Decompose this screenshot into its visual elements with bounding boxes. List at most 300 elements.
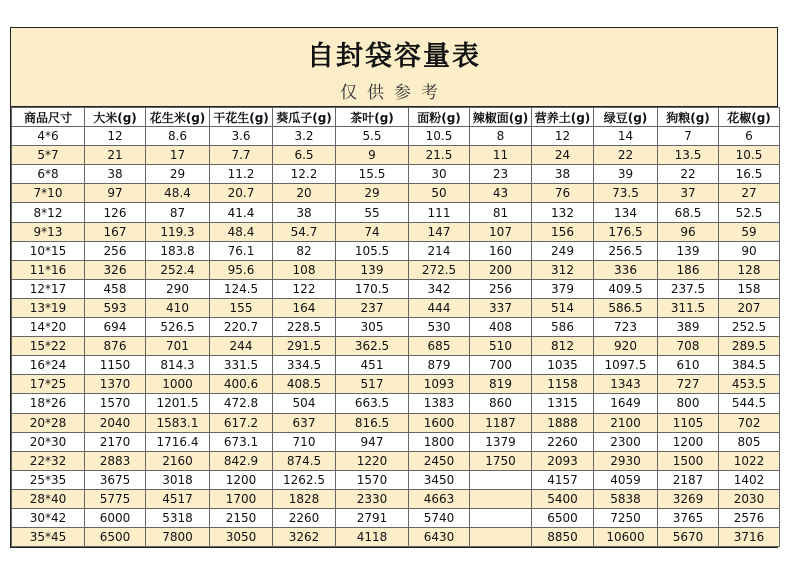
capacity-cell: 400.6 <box>210 375 273 394</box>
capacity-cell: 183.8 <box>146 241 210 260</box>
capacity-cell: 379 <box>532 279 594 298</box>
capacity-cell: 1200 <box>210 470 273 489</box>
capacity-cell: 305 <box>336 318 409 337</box>
size-cell: 22*32 <box>12 451 85 470</box>
capacity-cell: 2450 <box>409 451 470 470</box>
capacity-cell: 48.4 <box>146 184 210 203</box>
capacity-cell: 6000 <box>85 508 146 527</box>
table-row <box>12 356 780 375</box>
capacity-cell: 504 <box>273 394 336 413</box>
capacity-cell: 119.3 <box>146 222 210 241</box>
size-cell: 16*24 <box>12 356 85 375</box>
capacity-cell: 10.5 <box>409 127 470 146</box>
capacity-cell: 128 <box>719 260 780 279</box>
capacity-cell: 708 <box>658 337 719 356</box>
capacity-cell: 29 <box>146 165 210 184</box>
capacity-cell: 5740 <box>409 508 470 527</box>
capacity-cell: 1097.5 <box>594 356 658 375</box>
capacity-cell: 16.5 <box>719 165 780 184</box>
capacity-cell: 87 <box>146 203 210 222</box>
capacity-cell: 1800 <box>409 432 470 451</box>
size-cell: 8*12 <box>12 203 85 222</box>
capacity-cell: 156 <box>532 222 594 241</box>
capacity-cell: 291.5 <box>273 337 336 356</box>
capacity-cell: 12 <box>532 127 594 146</box>
capacity-cell: 530 <box>409 318 470 337</box>
capacity-cell: 593 <box>85 298 146 317</box>
capacity-cell: 685 <box>409 337 470 356</box>
capacity-cell: 2791 <box>336 508 409 527</box>
capacity-cell: 68.5 <box>658 203 719 222</box>
capacity-cell: 5838 <box>594 489 658 508</box>
capacity-cell: 1583.1 <box>146 413 210 432</box>
capacity-cell: 331.5 <box>210 356 273 375</box>
column-header: 辣椒面(g) <box>470 108 532 127</box>
capacity-cell: 29 <box>336 184 409 203</box>
capacity-cell: 879 <box>409 356 470 375</box>
capacity-cell: 11 <box>470 146 532 165</box>
capacity-cell: 6430 <box>409 528 470 547</box>
capacity-cell: 15.5 <box>336 165 409 184</box>
capacity-cell: 5318 <box>146 508 210 527</box>
table-row <box>12 470 780 489</box>
capacity-cell: 326 <box>85 260 146 279</box>
capacity-cell: 1093 <box>409 375 470 394</box>
capacity-cell: 586.5 <box>594 298 658 317</box>
capacity-cell: 526.5 <box>146 318 210 337</box>
capacity-cell: 10600 <box>594 528 658 547</box>
table-body <box>12 127 780 547</box>
capacity-cell: 816.5 <box>336 413 409 432</box>
capacity-table <box>11 107 780 547</box>
capacity-cell: 50 <box>409 184 470 203</box>
capacity-cell: 6.5 <box>273 146 336 165</box>
capacity-cell <box>470 528 532 547</box>
capacity-cell: 1570 <box>336 470 409 489</box>
capacity-cell: 272.5 <box>409 260 470 279</box>
capacity-cell: 2300 <box>594 432 658 451</box>
capacity-cell: 1500 <box>658 451 719 470</box>
sheet-header <box>11 28 777 107</box>
table-row <box>12 508 780 527</box>
size-cell: 11*16 <box>12 260 85 279</box>
capacity-cell: 2100 <box>594 413 658 432</box>
capacity-cell: 27 <box>719 184 780 203</box>
capacity-cell: 43 <box>470 184 532 203</box>
size-cell: 30*42 <box>12 508 85 527</box>
capacity-cell: 105.5 <box>336 241 409 260</box>
capacity-cell: 74 <box>336 222 409 241</box>
capacity-cell: 410 <box>146 298 210 317</box>
capacity-cell: 48.4 <box>210 222 273 241</box>
capacity-cell: 21 <box>85 146 146 165</box>
capacity-cell: 1200 <box>658 432 719 451</box>
capacity-cell: 1750 <box>470 451 532 470</box>
table-row <box>12 203 780 222</box>
capacity-cell: 1570 <box>85 394 146 413</box>
table-row <box>12 165 780 184</box>
capacity-cell: 1383 <box>409 394 470 413</box>
capacity-cell: 3262 <box>273 528 336 547</box>
capacity-cell: 2093 <box>532 451 594 470</box>
capacity-cell: 1150 <box>85 356 146 375</box>
capacity-cell: 256 <box>470 279 532 298</box>
size-cell: 4*6 <box>12 127 85 146</box>
size-cell: 5*7 <box>12 146 85 165</box>
capacity-cell: 170.5 <box>336 279 409 298</box>
capacity-cell: 12.2 <box>273 165 336 184</box>
capacity-cell: 7 <box>658 127 719 146</box>
capacity-cell: 3716 <box>719 528 780 547</box>
size-cell: 17*25 <box>12 375 85 394</box>
capacity-cell: 384.5 <box>719 356 780 375</box>
capacity-cell: 1700 <box>210 489 273 508</box>
capacity-cell: 17 <box>146 146 210 165</box>
capacity-cell: 544.5 <box>719 394 780 413</box>
capacity-cell: 1315 <box>532 394 594 413</box>
size-cell: 12*17 <box>12 279 85 298</box>
column-header: 茶叶(g) <box>336 108 409 127</box>
table-row <box>12 337 780 356</box>
capacity-cell: 2030 <box>719 489 780 508</box>
capacity-cell: 3765 <box>658 508 719 527</box>
capacity-cell: 220.7 <box>210 318 273 337</box>
capacity-cell: 122 <box>273 279 336 298</box>
capacity-cell: 134 <box>594 203 658 222</box>
capacity-cell: 7250 <box>594 508 658 527</box>
table-row <box>12 298 780 317</box>
table-row <box>12 260 780 279</box>
size-cell: 35*45 <box>12 528 85 547</box>
capacity-cell: 1262.5 <box>273 470 336 489</box>
capacity-cell: 673.1 <box>210 432 273 451</box>
capacity-cell: 23 <box>470 165 532 184</box>
capacity-cell: 256 <box>85 241 146 260</box>
capacity-cell: 814.3 <box>146 356 210 375</box>
column-header: 狗粮(g) <box>658 108 719 127</box>
capacity-sheet <box>10 27 778 548</box>
capacity-cell: 11.2 <box>210 165 273 184</box>
capacity-cell: 73.5 <box>594 184 658 203</box>
capacity-cell: 147 <box>409 222 470 241</box>
capacity-cell: 7.7 <box>210 146 273 165</box>
table-row <box>12 375 780 394</box>
capacity-cell: 2040 <box>85 413 146 432</box>
capacity-cell: 20 <box>273 184 336 203</box>
capacity-cell: 8.6 <box>146 127 210 146</box>
capacity-cell: 126 <box>85 203 146 222</box>
capacity-cell <box>470 508 532 527</box>
capacity-cell: 6500 <box>85 528 146 547</box>
capacity-cell: 3018 <box>146 470 210 489</box>
size-cell: 25*35 <box>12 470 85 489</box>
size-cell: 7*10 <box>12 184 85 203</box>
capacity-cell: 610 <box>658 356 719 375</box>
capacity-cell: 1716.4 <box>146 432 210 451</box>
capacity-cell: 4118 <box>336 528 409 547</box>
capacity-cell: 663.5 <box>336 394 409 413</box>
table-row <box>12 279 780 298</box>
capacity-cell: 2576 <box>719 508 780 527</box>
capacity-cell: 819 <box>470 375 532 394</box>
capacity-cell: 132 <box>532 203 594 222</box>
capacity-cell: 4157 <box>532 470 594 489</box>
capacity-cell: 2260 <box>273 508 336 527</box>
capacity-cell: 458 <box>85 279 146 298</box>
capacity-cell: 30 <box>409 165 470 184</box>
capacity-cell: 805 <box>719 432 780 451</box>
table-row <box>12 184 780 203</box>
capacity-cell: 95.6 <box>210 260 273 279</box>
capacity-cell: 107 <box>470 222 532 241</box>
table-row <box>12 222 780 241</box>
capacity-cell: 1105 <box>658 413 719 432</box>
capacity-cell: 3.6 <box>210 127 273 146</box>
column-header: 绿豆(g) <box>594 108 658 127</box>
capacity-cell: 617.2 <box>210 413 273 432</box>
size-cell: 20*28 <box>12 413 85 432</box>
capacity-cell: 13.5 <box>658 146 719 165</box>
page-title: 自封袋容量表 <box>307 41 481 72</box>
capacity-cell: 514 <box>532 298 594 317</box>
capacity-cell: 408.5 <box>273 375 336 394</box>
capacity-cell: 124.5 <box>210 279 273 298</box>
capacity-cell: 702 <box>719 413 780 432</box>
capacity-cell: 311.5 <box>658 298 719 317</box>
capacity-cell: 76.1 <box>210 241 273 260</box>
table-row <box>12 528 780 547</box>
capacity-cell: 8850 <box>532 528 594 547</box>
capacity-cell: 1187 <box>470 413 532 432</box>
table-row <box>12 394 780 413</box>
capacity-cell: 5.5 <box>336 127 409 146</box>
capacity-cell: 24 <box>532 146 594 165</box>
capacity-cell: 6 <box>719 127 780 146</box>
capacity-cell: 22 <box>658 165 719 184</box>
capacity-cell: 289.5 <box>719 337 780 356</box>
capacity-cell: 2160 <box>146 451 210 470</box>
capacity-cell: 38 <box>273 203 336 222</box>
capacity-cell: 1370 <box>85 375 146 394</box>
capacity-cell: 96 <box>658 222 719 241</box>
capacity-cell: 5400 <box>532 489 594 508</box>
capacity-cell: 155 <box>210 298 273 317</box>
column-header: 花生米(g) <box>146 108 210 127</box>
size-cell: 6*8 <box>12 165 85 184</box>
capacity-cell: 453.5 <box>719 375 780 394</box>
capacity-cell: 82 <box>273 241 336 260</box>
capacity-cell: 200 <box>470 260 532 279</box>
capacity-cell: 214 <box>409 241 470 260</box>
capacity-cell: 41.4 <box>210 203 273 222</box>
capacity-cell: 249 <box>532 241 594 260</box>
column-header: 大米(g) <box>85 108 146 127</box>
capacity-cell: 81 <box>470 203 532 222</box>
capacity-cell: 76 <box>532 184 594 203</box>
capacity-cell: 7800 <box>146 528 210 547</box>
capacity-cell: 1828 <box>273 489 336 508</box>
capacity-cell: 244 <box>210 337 273 356</box>
capacity-cell: 22 <box>594 146 658 165</box>
capacity-cell: 3450 <box>409 470 470 489</box>
capacity-cell: 336 <box>594 260 658 279</box>
size-cell: 15*22 <box>12 337 85 356</box>
capacity-cell: 237.5 <box>658 279 719 298</box>
capacity-cell: 59 <box>719 222 780 241</box>
capacity-cell: 2883 <box>85 451 146 470</box>
column-header: 营养土(g) <box>532 108 594 127</box>
table-row <box>12 413 780 432</box>
table-header-row <box>12 108 780 127</box>
table-row <box>12 318 780 337</box>
capacity-cell: 800 <box>658 394 719 413</box>
capacity-cell: 2260 <box>532 432 594 451</box>
capacity-cell: 207 <box>719 298 780 317</box>
size-cell: 10*15 <box>12 241 85 260</box>
capacity-cell: 37 <box>658 184 719 203</box>
capacity-cell: 108 <box>273 260 336 279</box>
capacity-cell: 408 <box>470 318 532 337</box>
table-row <box>12 127 780 146</box>
capacity-cell: 252.4 <box>146 260 210 279</box>
table-row <box>12 146 780 165</box>
capacity-cell: 21.5 <box>409 146 470 165</box>
capacity-cell: 5670 <box>658 528 719 547</box>
capacity-cell: 700 <box>470 356 532 375</box>
capacity-cell: 860 <box>470 394 532 413</box>
capacity-cell: 8 <box>470 127 532 146</box>
capacity-cell: 90 <box>719 241 780 260</box>
capacity-cell: 9 <box>336 146 409 165</box>
capacity-cell: 252.5 <box>719 318 780 337</box>
page-subtitle: 仅供参考 <box>340 83 448 103</box>
capacity-cell: 586 <box>532 318 594 337</box>
capacity-cell: 1600 <box>409 413 470 432</box>
capacity-cell: 167 <box>85 222 146 241</box>
capacity-cell: 4663 <box>409 489 470 508</box>
capacity-cell: 1000 <box>146 375 210 394</box>
size-cell: 20*30 <box>12 432 85 451</box>
column-header: 面粉(g) <box>409 108 470 127</box>
capacity-cell: 1022 <box>719 451 780 470</box>
capacity-cell: 139 <box>658 241 719 260</box>
capacity-cell: 812 <box>532 337 594 356</box>
capacity-cell: 55 <box>336 203 409 222</box>
capacity-cell: 2187 <box>658 470 719 489</box>
column-header: 干花生(g) <box>210 108 273 127</box>
capacity-cell: 3050 <box>210 528 273 547</box>
capacity-cell: 1201.5 <box>146 394 210 413</box>
table-row <box>12 241 780 260</box>
capacity-cell: 334.5 <box>273 356 336 375</box>
capacity-cell: 2150 <box>210 508 273 527</box>
capacity-cell: 6500 <box>532 508 594 527</box>
size-cell: 28*40 <box>12 489 85 508</box>
table-row <box>12 432 780 451</box>
capacity-cell <box>470 470 532 489</box>
capacity-cell: 186 <box>658 260 719 279</box>
capacity-cell: 694 <box>85 318 146 337</box>
capacity-cell: 4517 <box>146 489 210 508</box>
capacity-cell: 874.5 <box>273 451 336 470</box>
capacity-cell: 947 <box>336 432 409 451</box>
capacity-cell: 637 <box>273 413 336 432</box>
capacity-cell: 342 <box>409 279 470 298</box>
capacity-cell: 1035 <box>532 356 594 375</box>
capacity-cell: 1343 <box>594 375 658 394</box>
capacity-cell: 237 <box>336 298 409 317</box>
capacity-cell: 54.7 <box>273 222 336 241</box>
capacity-cell: 337 <box>470 298 532 317</box>
capacity-cell: 38 <box>85 165 146 184</box>
capacity-cell: 3675 <box>85 470 146 489</box>
capacity-cell: 723 <box>594 318 658 337</box>
capacity-cell: 97 <box>85 184 146 203</box>
capacity-cell: 1402 <box>719 470 780 489</box>
size-cell: 9*13 <box>12 222 85 241</box>
capacity-cell: 727 <box>658 375 719 394</box>
capacity-cell: 876 <box>85 337 146 356</box>
capacity-cell: 160 <box>470 241 532 260</box>
capacity-cell: 158 <box>719 279 780 298</box>
size-cell: 13*19 <box>12 298 85 317</box>
capacity-cell: 52.5 <box>719 203 780 222</box>
capacity-cell: 228.5 <box>273 318 336 337</box>
capacity-cell: 444 <box>409 298 470 317</box>
capacity-cell: 2930 <box>594 451 658 470</box>
capacity-cell: 111 <box>409 203 470 222</box>
capacity-cell: 176.5 <box>594 222 658 241</box>
capacity-cell: 256.5 <box>594 241 658 260</box>
capacity-cell: 701 <box>146 337 210 356</box>
capacity-cell: 14 <box>594 127 658 146</box>
capacity-cell: 164 <box>273 298 336 317</box>
capacity-cell: 1220 <box>336 451 409 470</box>
capacity-cell: 312 <box>532 260 594 279</box>
column-header: 商品尺寸 <box>12 108 85 127</box>
capacity-cell: 4059 <box>594 470 658 489</box>
capacity-cell: 10.5 <box>719 146 780 165</box>
capacity-cell: 12 <box>85 127 146 146</box>
capacity-cell: 409.5 <box>594 279 658 298</box>
size-cell: 14*20 <box>12 318 85 337</box>
capacity-cell: 517 <box>336 375 409 394</box>
size-cell: 18*26 <box>12 394 85 413</box>
capacity-cell: 842.9 <box>210 451 273 470</box>
column-header: 花椒(g) <box>719 108 780 127</box>
capacity-cell: 389 <box>658 318 719 337</box>
capacity-cell: 472.8 <box>210 394 273 413</box>
table-row <box>12 489 780 508</box>
capacity-cell: 290 <box>146 279 210 298</box>
capacity-cell: 920 <box>594 337 658 356</box>
capacity-cell: 2330 <box>336 489 409 508</box>
capacity-cell: 1888 <box>532 413 594 432</box>
table-row <box>12 451 780 470</box>
capacity-cell: 1379 <box>470 432 532 451</box>
capacity-cell: 3269 <box>658 489 719 508</box>
capacity-cell: 3.2 <box>273 127 336 146</box>
capacity-cell: 1158 <box>532 375 594 394</box>
capacity-cell: 1649 <box>594 394 658 413</box>
capacity-cell: 2170 <box>85 432 146 451</box>
capacity-cell: 451 <box>336 356 409 375</box>
capacity-cell: 710 <box>273 432 336 451</box>
capacity-cell: 20.7 <box>210 184 273 203</box>
capacity-cell: 139 <box>336 260 409 279</box>
capacity-cell: 38 <box>532 165 594 184</box>
capacity-cell: 362.5 <box>336 337 409 356</box>
